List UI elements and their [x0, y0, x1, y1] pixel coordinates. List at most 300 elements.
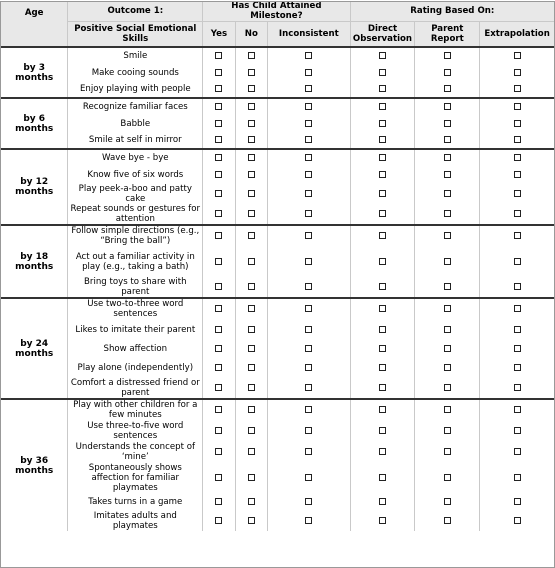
direct-observation-cell [350, 183, 415, 204]
parent-report-header: Parent Report [415, 22, 480, 48]
yes-checkbox[interactable] [215, 406, 222, 413]
age-label: by 6 months [1, 98, 68, 149]
inconsistent-cell [268, 115, 351, 132]
no-checkbox[interactable] [248, 384, 255, 391]
direct-observation-checkbox[interactable] [379, 85, 386, 92]
parent-report-cell [415, 378, 480, 399]
direct-observation-checkbox[interactable] [379, 210, 386, 217]
no-cell [235, 183, 267, 204]
parent-report-checkbox[interactable] [444, 190, 451, 197]
no-cell [235, 166, 267, 183]
inconsistent-cell [268, 98, 351, 115]
skill-label: Babble [68, 115, 203, 132]
parent-report-checkbox[interactable] [444, 103, 451, 110]
direct-observation-cell [350, 298, 415, 319]
yes-checkbox[interactable] [215, 210, 222, 217]
parent-report-cell [415, 493, 480, 510]
table-row [1, 378, 554, 399]
yes-checkbox[interactable] [215, 154, 222, 161]
attained-header: Has Child Attained Milestone? [203, 1, 350, 22]
parent-report-cell [415, 246, 480, 277]
no-checkbox[interactable] [248, 85, 255, 92]
inconsistent-checkbox[interactable] [305, 154, 312, 161]
parent-report-checkbox[interactable] [444, 474, 451, 481]
no-checkbox[interactable] [248, 120, 255, 127]
yes-checkbox[interactable] [215, 103, 222, 110]
inconsistent-checkbox[interactable] [305, 258, 312, 265]
extrapolation-cell [480, 149, 554, 166]
skill-label: Takes turns in a game [68, 493, 203, 510]
outcome-subtitle: Positive Social Emotional Skills [68, 22, 203, 48]
inconsistent-checkbox[interactable] [305, 364, 312, 371]
direct-observation-checkbox[interactable] [379, 120, 386, 127]
no-checkbox[interactable] [248, 364, 255, 371]
yes-cell [203, 420, 235, 441]
table-row [1, 225, 554, 246]
yes-cell [203, 183, 235, 204]
inconsistent-checkbox[interactable] [305, 305, 312, 312]
inconsistent-cell [268, 493, 351, 510]
inconsistent-cell [268, 378, 351, 399]
direct-observation-checkbox[interactable] [379, 232, 386, 239]
no-checkbox[interactable] [248, 154, 255, 161]
age-header: Age [1, 1, 68, 47]
skill-label: Smile [68, 47, 203, 64]
direct-observation-checkbox[interactable] [379, 136, 386, 143]
inconsistent-checkbox[interactable] [305, 517, 312, 524]
extrapolation-cell [480, 399, 554, 420]
extrapolation-checkbox[interactable] [514, 448, 521, 455]
parent-report-cell [415, 64, 480, 81]
table-row [1, 204, 554, 225]
extrapolation-cell [480, 462, 554, 493]
parent-report-checkbox[interactable] [444, 406, 451, 413]
no-checkbox[interactable] [248, 517, 255, 524]
inconsistent-cell [268, 225, 351, 246]
inconsistent-checkbox[interactable] [305, 384, 312, 391]
parent-report-cell [415, 132, 480, 149]
extrapolation-cell [480, 441, 554, 462]
milestone-checklist [0, 1, 555, 568]
direct-observation-cell [350, 420, 415, 441]
direct-observation-checkbox[interactable] [379, 305, 386, 312]
extrapolation-cell [480, 64, 554, 81]
no-cell [235, 420, 267, 441]
outcome-title: Outcome 1: [68, 1, 203, 22]
age-label: by 36 months [1, 399, 68, 531]
table-row [1, 441, 554, 462]
yes-cell [203, 98, 235, 115]
extrapolation-checkbox[interactable] [514, 364, 521, 371]
age-label: by 18 months [1, 225, 68, 298]
skill-label: Follow simple directions (e.g., “Bring the ball”) [68, 225, 203, 246]
yes-checkbox[interactable] [215, 283, 222, 290]
parent-report-checkbox[interactable] [444, 171, 451, 178]
yes-checkbox[interactable] [215, 305, 222, 312]
inconsistent-checkbox[interactable] [305, 210, 312, 217]
parent-report-checkbox[interactable] [444, 136, 451, 143]
extrapolation-cell [480, 277, 554, 298]
direct-observation-cell [350, 204, 415, 225]
no-checkbox[interactable] [248, 210, 255, 217]
extrapolation-checkbox[interactable] [514, 136, 521, 143]
table-row [1, 399, 554, 420]
extrapolation-checkbox[interactable] [514, 384, 521, 391]
no-checkbox[interactable] [248, 283, 255, 290]
direct-observation-cell [350, 510, 415, 531]
no-checkbox[interactable] [248, 326, 255, 333]
direct-observation-checkbox[interactable] [379, 517, 386, 524]
parent-report-checkbox[interactable] [444, 85, 451, 92]
direct-observation-checkbox[interactable] [379, 326, 386, 333]
inconsistent-checkbox[interactable] [305, 283, 312, 290]
extrapolation-cell [480, 183, 554, 204]
extrapolation-checkbox[interactable] [514, 427, 521, 434]
parent-report-checkbox[interactable] [444, 517, 451, 524]
parent-report-checkbox[interactable] [444, 498, 451, 505]
yes-cell [203, 225, 235, 246]
parent-report-cell [415, 510, 480, 531]
skill-label: Play with other children for a few minutes [68, 399, 203, 420]
extrapolation-checkbox[interactable] [514, 258, 521, 265]
yes-cell [203, 115, 235, 132]
extrapolation-checkbox[interactable] [514, 52, 521, 59]
direct-observation-cell [350, 225, 415, 246]
parent-report-checkbox[interactable] [444, 283, 451, 290]
no-cell [235, 149, 267, 166]
extrapolation-checkbox[interactable] [514, 171, 521, 178]
extrapolation-checkbox[interactable] [514, 406, 521, 413]
no-cell [235, 441, 267, 462]
yes-cell [203, 149, 235, 166]
no-checkbox[interactable] [248, 498, 255, 505]
inconsistent-checkbox[interactable] [305, 171, 312, 178]
extrapolation-cell [480, 132, 554, 149]
yes-cell [203, 378, 235, 399]
direct-observation-checkbox[interactable] [379, 384, 386, 391]
inconsistent-checkbox[interactable] [305, 85, 312, 92]
direct-observation-cell [350, 277, 415, 298]
direct-observation-cell [350, 357, 415, 378]
direct-observation-checkbox[interactable] [379, 52, 386, 59]
inconsistent-checkbox[interactable] [305, 498, 312, 505]
parent-report-checkbox[interactable] [444, 210, 451, 217]
inconsistent-checkbox[interactable] [305, 232, 312, 239]
direct-observation-cell [350, 132, 415, 149]
no-cell [235, 319, 267, 340]
yes-checkbox[interactable] [215, 474, 222, 481]
parent-report-cell [415, 183, 480, 204]
extrapolation-checkbox[interactable] [514, 85, 521, 92]
extrapolation-cell [480, 115, 554, 132]
direct-observation-checkbox[interactable] [379, 69, 386, 76]
direct-observation-cell [350, 399, 415, 420]
yes-cell [203, 399, 235, 420]
parent-report-cell [415, 340, 480, 357]
parent-report-checkbox[interactable] [444, 305, 451, 312]
yes-cell [203, 81, 235, 98]
extrapolation-checkbox[interactable] [514, 305, 521, 312]
inconsistent-checkbox[interactable] [305, 345, 312, 352]
skill-label: Use two-to-three word sentences [68, 298, 203, 319]
no-checkbox[interactable] [248, 171, 255, 178]
yes-checkbox[interactable] [215, 190, 222, 197]
direct-observation-checkbox[interactable] [379, 154, 386, 161]
no-cell [235, 225, 267, 246]
extrapolation-checkbox[interactable] [514, 498, 521, 505]
direct-observation-checkbox[interactable] [379, 474, 386, 481]
inconsistent-cell [268, 420, 351, 441]
parent-report-checkbox[interactable] [444, 258, 451, 265]
yes-cell [203, 493, 235, 510]
no-cell [235, 298, 267, 319]
no-cell [235, 115, 267, 132]
no-cell [235, 277, 267, 298]
parent-report-cell [415, 277, 480, 298]
yes-cell [203, 204, 235, 225]
skill-label: Know five of six words [68, 166, 203, 183]
parent-report-checkbox[interactable] [444, 427, 451, 434]
no-checkbox[interactable] [248, 305, 255, 312]
yes-checkbox[interactable] [215, 120, 222, 127]
direct-observation-checkbox[interactable] [379, 448, 386, 455]
extrapolation-checkbox[interactable] [514, 517, 521, 524]
yes-header: Yes [203, 22, 235, 48]
inconsistent-checkbox[interactable] [305, 427, 312, 434]
extrapolation-cell [480, 357, 554, 378]
extrapolation-checkbox[interactable] [514, 120, 521, 127]
extrapolation-cell [480, 225, 554, 246]
skill-label: Comfort a distressed friend or parent [68, 378, 203, 399]
yes-checkbox[interactable] [215, 52, 222, 59]
no-cell [235, 64, 267, 81]
table-row [1, 277, 554, 298]
direct-observation-header: Direct Observation [350, 22, 415, 48]
extrapolation-checkbox[interactable] [514, 326, 521, 333]
inconsistent-checkbox[interactable] [305, 474, 312, 481]
inconsistent-cell [268, 340, 351, 357]
table-row [1, 340, 554, 357]
inconsistent-checkbox[interactable] [305, 103, 312, 110]
direct-observation-checkbox[interactable] [379, 406, 386, 413]
no-checkbox[interactable] [248, 190, 255, 197]
no-checkbox[interactable] [248, 427, 255, 434]
yes-cell [203, 277, 235, 298]
yes-checkbox[interactable] [215, 232, 222, 239]
table-row [1, 246, 554, 277]
table-row [1, 510, 554, 531]
parent-report-checkbox[interactable] [444, 345, 451, 352]
direct-observation-checkbox[interactable] [379, 190, 386, 197]
parent-report-cell [415, 319, 480, 340]
yes-checkbox[interactable] [215, 85, 222, 92]
yes-cell [203, 246, 235, 277]
parent-report-cell [415, 441, 480, 462]
no-checkbox[interactable] [248, 345, 255, 352]
extrapolation-checkbox[interactable] [514, 154, 521, 161]
direct-observation-cell [350, 166, 415, 183]
table-row [1, 115, 554, 132]
direct-observation-cell [350, 81, 415, 98]
inconsistent-cell [268, 399, 351, 420]
extrapolation-cell [480, 298, 554, 319]
parent-report-checkbox[interactable] [444, 384, 451, 391]
inconsistent-checkbox[interactable] [305, 190, 312, 197]
yes-checkbox[interactable] [215, 136, 222, 143]
direct-observation-cell [350, 378, 415, 399]
parent-report-cell [415, 204, 480, 225]
extrapolation-checkbox[interactable] [514, 283, 521, 290]
direct-observation-cell [350, 64, 415, 81]
yes-cell [203, 319, 235, 340]
direct-observation-checkbox[interactable] [379, 258, 386, 265]
direct-observation-cell [350, 115, 415, 132]
parent-report-cell [415, 81, 480, 98]
skill-label: Imitates adults and playmates [68, 510, 203, 531]
skill-label: Recognize familiar faces [68, 98, 203, 115]
skill-label: Spontaneously shows affection for familiar playmates [68, 462, 203, 493]
inconsistent-cell [268, 47, 351, 64]
skill-label: Likes to imitate their parent [68, 319, 203, 340]
rating-header: Rating Based On: [350, 1, 554, 22]
table-row [1, 183, 554, 204]
inconsistent-checkbox[interactable] [305, 69, 312, 76]
no-checkbox[interactable] [248, 474, 255, 481]
yes-checkbox[interactable] [215, 364, 222, 371]
inconsistent-cell [268, 510, 351, 531]
no-cell [235, 132, 267, 149]
extrapolation-cell [480, 493, 554, 510]
inconsistent-checkbox[interactable] [305, 52, 312, 59]
no-checkbox[interactable] [248, 52, 255, 59]
yes-cell [203, 166, 235, 183]
table-row [1, 357, 554, 378]
direct-observation-cell [350, 493, 415, 510]
extrapolation-checkbox[interactable] [514, 210, 521, 217]
no-checkbox[interactable] [248, 448, 255, 455]
yes-checkbox[interactable] [215, 517, 222, 524]
table-row [1, 132, 554, 149]
inconsistent-cell [268, 204, 351, 225]
parent-report-cell [415, 298, 480, 319]
inconsistent-checkbox[interactable] [305, 326, 312, 333]
direct-observation-cell [350, 319, 415, 340]
milestone-table [1, 1, 554, 531]
table-row [1, 166, 554, 183]
inconsistent-checkbox[interactable] [305, 136, 312, 143]
direct-observation-cell [350, 98, 415, 115]
extrapolation-checkbox[interactable] [514, 103, 521, 110]
parent-report-checkbox[interactable] [444, 69, 451, 76]
inconsistent-checkbox[interactable] [305, 406, 312, 413]
parent-report-cell [415, 166, 480, 183]
extrapolation-checkbox[interactable] [514, 190, 521, 197]
yes-checkbox[interactable] [215, 448, 222, 455]
no-checkbox[interactable] [248, 232, 255, 239]
extrapolation-checkbox[interactable] [514, 474, 521, 481]
inconsistent-cell [268, 298, 351, 319]
parent-report-cell [415, 462, 480, 493]
skill-label: Repeat sounds or gestures for attention [68, 204, 203, 225]
direct-observation-checkbox[interactable] [379, 498, 386, 505]
parent-report-checkbox[interactable] [444, 120, 451, 127]
yes-checkbox[interactable] [215, 69, 222, 76]
yes-checkbox[interactable] [215, 427, 222, 434]
yes-checkbox[interactable] [215, 384, 222, 391]
yes-checkbox[interactable] [215, 258, 222, 265]
parent-report-checkbox[interactable] [444, 364, 451, 371]
skill-label: Use three-to-five word sentences [68, 420, 203, 441]
inconsistent-checkbox[interactable] [305, 120, 312, 127]
yes-checkbox[interactable] [215, 498, 222, 505]
parent-report-checkbox[interactable] [444, 448, 451, 455]
inconsistent-header: Inconsistent [268, 22, 351, 48]
no-checkbox[interactable] [248, 69, 255, 76]
parent-report-cell [415, 149, 480, 166]
direct-observation-cell [350, 246, 415, 277]
yes-cell [203, 47, 235, 64]
yes-checkbox[interactable] [215, 326, 222, 333]
yes-cell [203, 64, 235, 81]
extrapolation-cell [480, 204, 554, 225]
parent-report-checkbox[interactable] [444, 326, 451, 333]
table-row [1, 420, 554, 441]
direct-observation-checkbox[interactable] [379, 283, 386, 290]
extrapolation-checkbox[interactable] [514, 232, 521, 239]
inconsistent-cell [268, 246, 351, 277]
yes-checkbox[interactable] [215, 171, 222, 178]
no-cell [235, 340, 267, 357]
inconsistent-cell [268, 149, 351, 166]
direct-observation-checkbox[interactable] [379, 364, 386, 371]
no-checkbox[interactable] [248, 406, 255, 413]
direct-observation-cell [350, 340, 415, 357]
table-row [1, 98, 554, 115]
inconsistent-cell [268, 81, 351, 98]
yes-checkbox[interactable] [215, 345, 222, 352]
skill-label: Show affection [68, 340, 203, 357]
skill-label: Wave bye - bye [68, 149, 203, 166]
parent-report-cell [415, 98, 480, 115]
no-cell [235, 98, 267, 115]
inconsistent-cell [268, 277, 351, 298]
parent-report-checkbox[interactable] [444, 52, 451, 59]
table-row [1, 64, 554, 81]
direct-observation-checkbox[interactable] [379, 427, 386, 434]
no-checkbox[interactable] [248, 258, 255, 265]
no-cell [235, 493, 267, 510]
inconsistent-cell [268, 166, 351, 183]
parent-report-checkbox[interactable] [444, 154, 451, 161]
yes-cell [203, 298, 235, 319]
extrapolation-checkbox[interactable] [514, 345, 521, 352]
no-cell [235, 462, 267, 493]
parent-report-checkbox[interactable] [444, 232, 451, 239]
parent-report-cell [415, 115, 480, 132]
extrapolation-checkbox[interactable] [514, 69, 521, 76]
no-checkbox[interactable] [248, 136, 255, 143]
inconsistent-checkbox[interactable] [305, 448, 312, 455]
table-row [1, 149, 554, 166]
no-cell [235, 378, 267, 399]
no-checkbox[interactable] [248, 103, 255, 110]
skill-label: Play alone (independently) [68, 357, 203, 378]
direct-observation-checkbox[interactable] [379, 345, 386, 352]
direct-observation-checkbox[interactable] [379, 171, 386, 178]
direct-observation-checkbox[interactable] [379, 103, 386, 110]
parent-report-cell [415, 357, 480, 378]
inconsistent-cell [268, 441, 351, 462]
